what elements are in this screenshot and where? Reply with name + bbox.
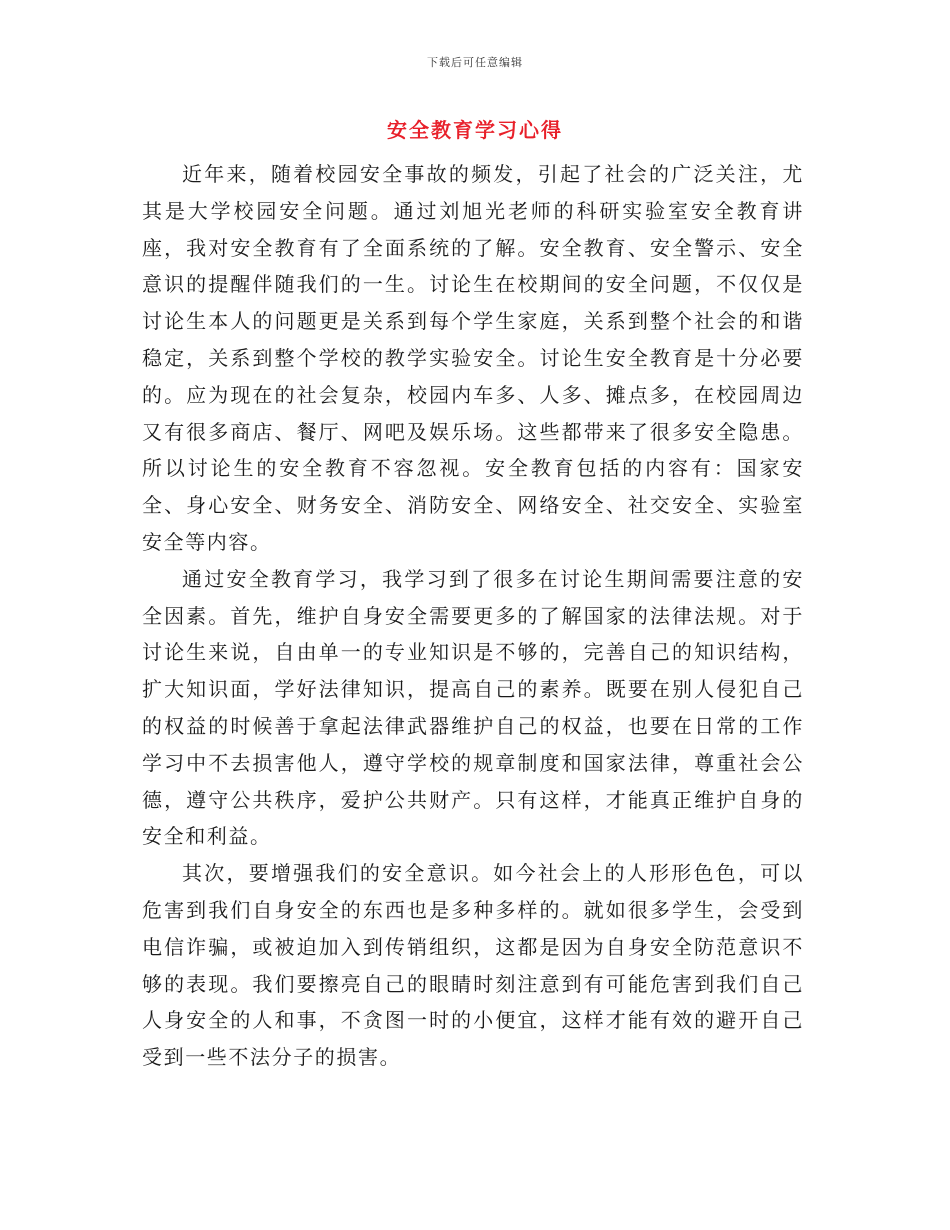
page-header-note: 下载后可任意编辑 bbox=[427, 56, 523, 69]
paragraph-1: 近年来，随着校园安全事故的频发，引起了社会的广泛关注，尤其是大学校园安全问题。通过刘旭光老师的科研实验室安全教育讲座，我对安全教育有了全面系统的了解。安全教育、安全警示、安全意识的提醒伴随我们的一生。讨论生在校期间的安全问题，不仅仅是讨论生本人的问题更是关系到每个学生家庭，关系到整个社会的和谐稳定，关系到整个学校的教学实验安全。讨论生安全教育是十分必要的。应为现在的社会复杂，校园内车多、人多、摊点多，在校园周边又有很多商店、餐厅、网吧及娱乐场。这些都带来了很多安全隐患。所以讨论生的安全教育不容忽视。安全教育包括的内容有：国家安全、身心安全、财务安全、消防安全、网络安全、社交安全、实验室安全等内容。 bbox=[142, 162, 804, 554]
document-body bbox=[142, 156, 804, 1076]
paragraph-2: 通过安全教育学习，我学习到了很多在讨论生期间需要注意的安全因素。首先，维护自身安全需要更多的了解国家的法律法规。对于讨论生来说，自由单一的专业知识是不够的，完善自己的知识结构，扩大知识面，学好法律知识，提高自己的素养。既要在别人侵犯自己的权益的时候善于拿起法律武器维护自己的权益，也要在日常的工作学习中不去损害他人，遵守学校的规章制度和国家法律，尊重社会公德，遵守公共秩序，爱护公共财产。只有这样，才能真正维护自身的安全和利益。 bbox=[142, 566, 804, 849]
document-title: 安全教育学习心得 bbox=[387, 118, 563, 142]
paragraph-3: 其次，要增强我们的安全意识。如今社会上的人形形色色，可以危害到我们自身安全的东西也是多种多样的。就如很多学生，会受到电信诈骗，或被迫加入到传销组织，这都是因为自身安全防范意识不够的表现。我们要擦亮自己的眼睛时刻注意到有可能危害到我们自己人身安全的人和事，不贪图一时的小便宜，这样才能有效的避开自己受到一些不法分子的损害。 bbox=[142, 861, 804, 1070]
